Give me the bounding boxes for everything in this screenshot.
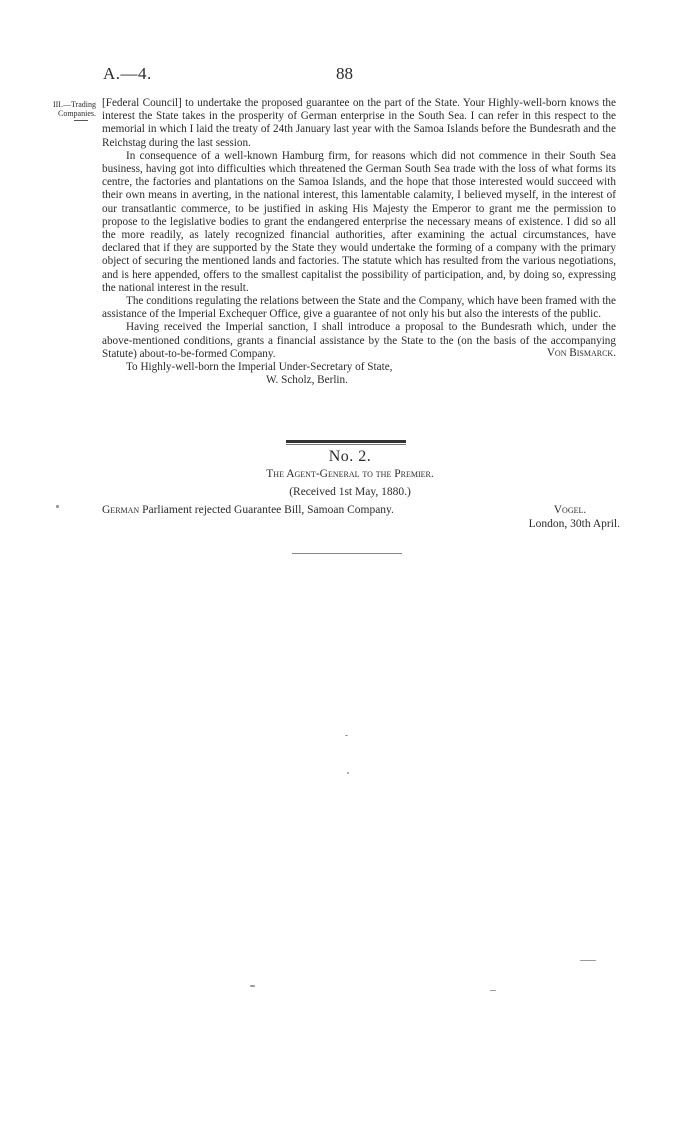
margin-note-rule	[74, 120, 88, 121]
telegram-text	[102, 504, 394, 516]
letter-paragraph: The conditions regulating the relations between the State and the Company, which have been framed with the assistance of the Imperial Exchequer Office, give a guarantee of not only his but also the interests of the public.	[102, 295, 616, 321]
address-line1: To Highly-well-born the Imperial Under-Secretary of State,	[126, 361, 393, 374]
margin-note-line1: III.—Trading	[52, 100, 96, 109]
margin-note-line2: Companies.	[58, 109, 96, 118]
section-divider	[286, 440, 406, 443]
letter-paragraph: [Federal Council] to undertake the proposed guarantee on the part of the State. Your Highly-well-born knows the interest the State takes in the prosperity of German enterprise in the South Sea. I can refer in this respect to the memorial in which I laid the treaty of 24th January last year with the Samoa Islands before the Bundesrath and the Reichstag during the last session.	[102, 97, 616, 149]
page-reference: A.—4.	[103, 64, 152, 83]
telegram-lead: German	[102, 504, 140, 516]
closing-paragraph: Having received the Imperial sanction, I shall introduce a proposal to the Bundesrath which, under the above-mentioned conditions, grants a financial assistance by the State to the (on the basis of the accompanying Statute) about-to-be-formed Company.	[102, 321, 616, 360]
section-number: No. 2.	[328, 448, 372, 465]
page-number: 88	[336, 64, 353, 83]
scan-speck	[490, 990, 496, 991]
received-date: (Received 1st May, 1880.)	[289, 486, 411, 498]
letter-body	[102, 97, 616, 387]
signature-bismarck: Von Bismarck.	[546, 347, 616, 360]
scan-speck	[580, 960, 596, 961]
scan-speck	[250, 985, 255, 987]
end-rule	[292, 553, 402, 554]
telegram-body: Parliament rejected Guarantee Bill, Samoan Company.	[139, 504, 394, 516]
scan-speck	[345, 735, 348, 736]
margin-note	[34, 100, 96, 121]
scan-speck	[347, 772, 349, 774]
section-title: The Agent-General to the Premier.	[266, 468, 434, 480]
section-divider-thin	[286, 444, 406, 445]
scan-speck	[56, 505, 59, 508]
telegram-place-date: London, 30th April.	[528, 518, 620, 530]
letter-paragraph: In consequence of a well-known Hamburg firm, for reasons which did not commence in their South Sea business, having got into difficulties which threatened the German South Sea trade with the loss of what forms its centre, the factories and plantations on the Samoa Islands, and the hope that those interested would succeed with their own means in averting, in the national interest, this lamentable calamity, I believed myself, in the interest of our transatlantic commerce, to be justified in asking His Majesty the Emperor to grant me the permission to propose to the legislative bodies to grant the endangered enterprise the necessary means of existence. I did so all the more readily, as lately recognized financial authorities, after examining the actual circumstances, have declared that if they are supported by the State they would undertake the forming of a company with the primary object of securing the mentioned lands and factories. The statute which has resulted from the various negotiations, and is here appended, offers to the smallest capitalist the possibility of participation, and, by doing so, expressing the national interest in the result.	[102, 149, 616, 294]
signature-vogel: Vogel.	[553, 504, 587, 516]
address-line2: W. Scholz, Berlin.	[266, 374, 348, 387]
closing-block	[102, 321, 616, 361]
